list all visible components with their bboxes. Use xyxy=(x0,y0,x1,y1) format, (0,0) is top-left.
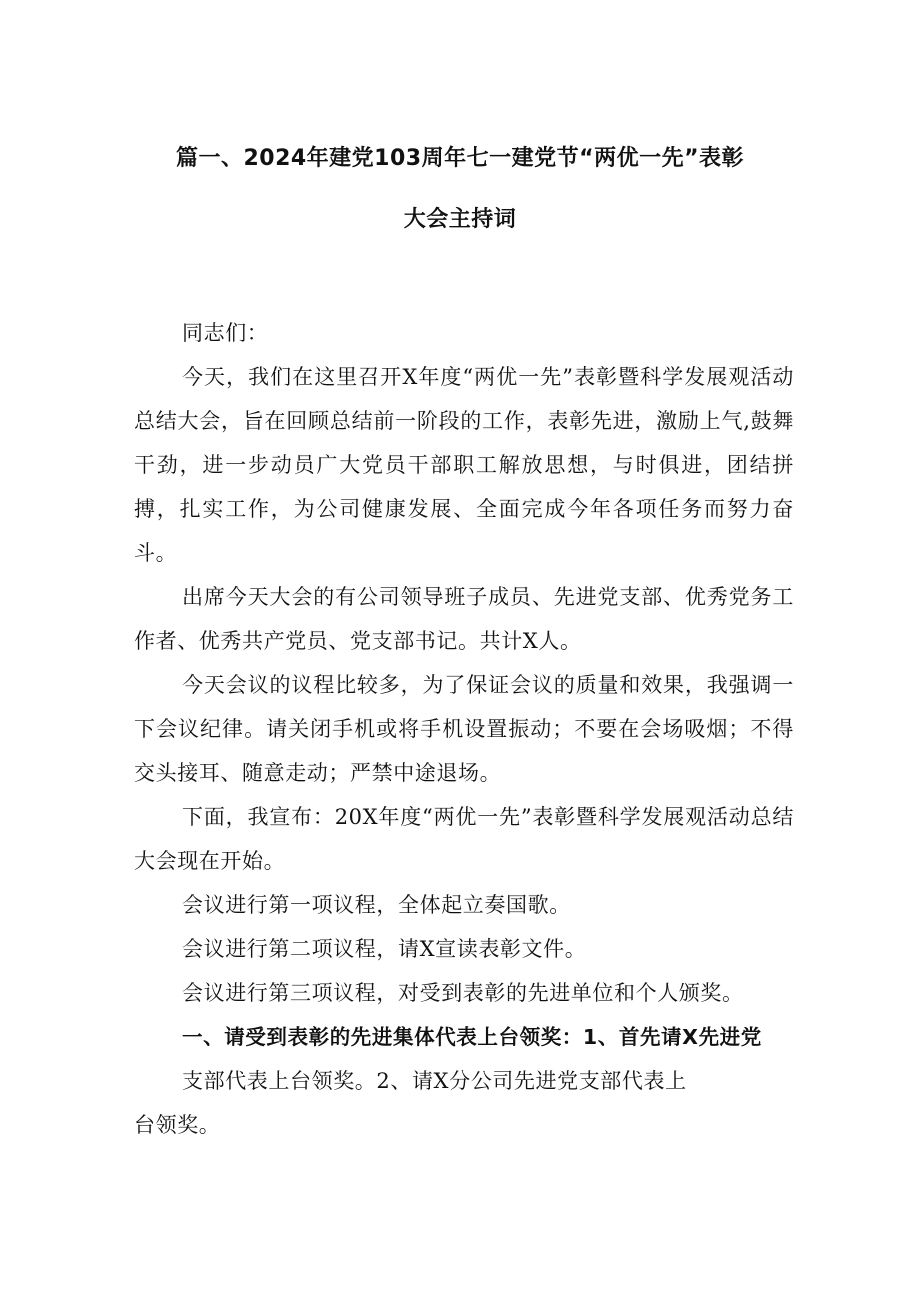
award-section-heading: 一、请受到表彰的先进集体代表上台领奖：1、首先请X先进党 xyxy=(182,1025,762,1049)
paragraph-attendees: 出席今天大会的有公司领导班子成员、先进党支部、优秀党务工作者、优秀共产党员、党支部书记。共计X人。 xyxy=(134,585,794,653)
agenda-item-1: 会议进行第一项议程，全体起立奏国歌。 xyxy=(182,893,571,917)
document-body xyxy=(134,311,794,1147)
document-title-line-1: 篇一、2024年建党103周年七一建党节“两优一先”表彰 xyxy=(175,146,745,171)
paragraph-discipline: 今天会议的议程比较多，为了保证会议的质量和效果，我强调一下会议纪律。请关闭手机或将手机设置振动；不要在会场吸烟；不得交头接耳、随意走动；严禁中途退场。 xyxy=(134,673,794,785)
paragraph-announcement: 下面，我宣布：20X年度“两优一先”表彰暨科学发展观活动总结大会现在开始。 xyxy=(134,805,794,873)
salutation: 同志们： xyxy=(182,321,269,345)
award-text-line-2: 台领奖。 xyxy=(134,1113,221,1137)
document-title-line-2: 大会主持词 xyxy=(403,207,517,232)
award-text-line-1: 支部代表上台领奖。2、请X分公司先进党支部代表上 xyxy=(182,1069,687,1093)
agenda-item-3: 会议进行第三项议程，对受到表彰的先进单位和个人颁奖。 xyxy=(182,981,744,1005)
agenda-item-2: 会议进行第二项议程，请X宣读表彰文件。 xyxy=(182,937,587,961)
paragraph-opening: 今天，我们在这里召开X年度“两优一先”表彰暨科学发展观活动总结大会，旨在回顾总结前一阶段的工作，表彰先进，激励上气,鼓舞干劲，进一步动员广大党员干部职工解放思想，与时俱进，团结拼搏，扎实工作，为公司健康发展、全面完成今年各项任务而努力奋斗。 xyxy=(134,365,794,565)
